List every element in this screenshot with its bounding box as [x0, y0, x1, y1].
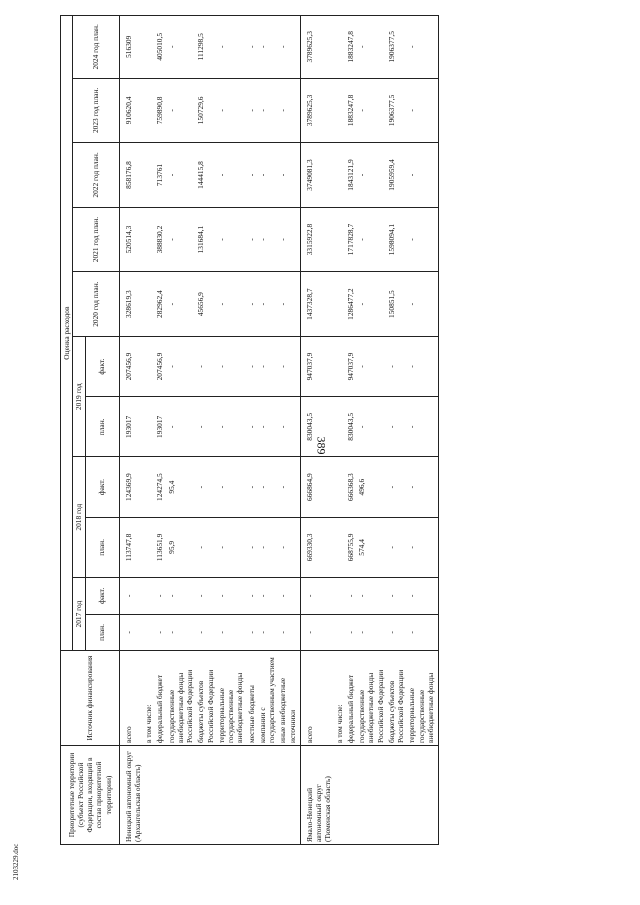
value-cell: 1437328,7	[300, 272, 333, 337]
value-cell: -	[406, 517, 438, 577]
header-2023: 2023 год план.	[73, 78, 119, 143]
value-cell: -	[300, 614, 333, 651]
value-cell: 830043,5	[300, 397, 333, 457]
value-cell: 858176,8	[119, 143, 143, 208]
source-cell: иные внебюджетные источники	[277, 651, 300, 746]
header-territory: Приоритетные территории (субъект Российской Федерации, входящий в состав приоритетной территории)	[61, 745, 120, 844]
value-cell: 1883247,8	[345, 78, 356, 143]
value-cell: -	[246, 78, 257, 143]
value-cell: 95,4	[166, 457, 196, 517]
value-cell	[143, 143, 154, 208]
territory-cell	[406, 745, 438, 844]
header-2019: 2019 год	[73, 336, 85, 457]
value-cell: -	[277, 397, 300, 457]
value-cell: 193017	[119, 397, 143, 457]
value-cell: -	[216, 16, 246, 79]
value-cell: -	[386, 517, 407, 577]
value-cell: -	[386, 457, 407, 517]
value-cell: -	[257, 272, 278, 337]
value-cell: -	[356, 207, 386, 272]
value-cell: -	[345, 578, 356, 615]
territory-cell: Ямало-Ненецкий автономный округ (Тюменская область)	[300, 745, 333, 844]
value-cell: -	[300, 578, 333, 615]
source-cell: государственные внебюджетные фонды Российской Федерации	[166, 651, 196, 746]
header-2021: 2021 год план.	[73, 207, 119, 272]
value-cell: 666864,9	[300, 457, 333, 517]
source-cell: в том числе:	[334, 651, 345, 746]
table-row	[216, 16, 246, 845]
value-cell: -	[356, 143, 386, 208]
territory-cell	[195, 745, 216, 844]
value-cell: -	[406, 16, 438, 79]
territory-cell	[277, 745, 300, 844]
value-cell: 207456,9	[119, 336, 143, 396]
value-cell: -	[257, 336, 278, 396]
value-cell: -	[406, 143, 438, 208]
table-body	[119, 16, 439, 845]
value-cell: -	[386, 336, 407, 396]
table-row	[345, 16, 356, 845]
value-cell: -	[195, 614, 216, 651]
value-cell: 144415,8	[195, 143, 216, 208]
source-cell: федеральный бюджет	[345, 651, 356, 746]
header-2022: 2022 год план.	[73, 143, 119, 208]
value-cell: 328619,3	[119, 272, 143, 337]
header-2018-fact: факт.	[85, 457, 119, 517]
value-cell: -	[406, 207, 438, 272]
value-cell	[143, 457, 154, 517]
value-cell: 1883247,8	[345, 16, 356, 79]
territory-cell	[166, 745, 196, 844]
value-cell: 95,9	[166, 517, 196, 577]
document-code: 2103229.doc	[12, 843, 20, 880]
table-row	[119, 16, 143, 845]
value-cell	[334, 272, 345, 337]
value-cell: -	[246, 578, 257, 615]
table-row	[406, 16, 438, 845]
value-cell: -	[216, 143, 246, 208]
value-cell: -	[166, 78, 196, 143]
value-cell: -	[166, 578, 196, 615]
value-cell: -	[277, 578, 300, 615]
value-cell: -	[216, 457, 246, 517]
value-cell: 111298,5	[195, 16, 216, 79]
territory-cell	[154, 745, 165, 844]
value-cell	[334, 16, 345, 79]
territory-cell	[257, 745, 278, 844]
table-row	[334, 16, 345, 845]
value-cell: -	[257, 614, 278, 651]
value-cell: 388830,2	[154, 207, 165, 272]
source-cell: территориальные государственные внебюджетные фонды	[216, 651, 246, 746]
value-cell: 947037,9	[300, 336, 333, 396]
value-cell: -	[195, 336, 216, 396]
value-cell: -	[216, 614, 246, 651]
source-cell: территориальные государственные внебюджетные фонды	[406, 651, 438, 746]
value-cell: -	[356, 614, 386, 651]
page-number: 389	[314, 436, 329, 455]
header-2017-plan: план.	[85, 614, 119, 651]
value-cell: -	[166, 614, 196, 651]
value-cell: -	[166, 397, 196, 457]
value-cell	[143, 16, 154, 79]
value-cell: 1286477,2	[345, 272, 356, 337]
value-cell: 516309	[119, 16, 143, 79]
table-row	[166, 16, 196, 845]
header-estimate: Оценка расходов	[61, 16, 73, 651]
header-2019-plan: план.	[85, 397, 119, 457]
value-cell: -	[246, 517, 257, 577]
value-cell: -	[356, 578, 386, 615]
value-cell: 669330,3	[300, 517, 333, 577]
territory-cell	[334, 745, 345, 844]
value-cell	[334, 207, 345, 272]
value-cell	[334, 143, 345, 208]
value-cell: 666368,3	[345, 457, 356, 517]
value-cell: 1906377,5	[386, 16, 407, 79]
value-cell: 1906377,5	[386, 78, 407, 143]
rotated-table-container	[60, 15, 580, 845]
value-cell: -	[216, 517, 246, 577]
value-cell: 113747,8	[119, 517, 143, 577]
expenses-table	[60, 15, 439, 845]
value-cell: -	[246, 272, 257, 337]
source-cell: компании с государственным участием	[257, 651, 278, 746]
value-cell: -	[195, 457, 216, 517]
value-cell: -	[154, 614, 165, 651]
value-cell	[334, 457, 345, 517]
table-row	[246, 16, 257, 845]
value-cell	[334, 78, 345, 143]
value-cell	[143, 272, 154, 337]
value-cell: -	[216, 272, 246, 337]
value-cell: -	[406, 272, 438, 337]
value-cell	[143, 578, 154, 615]
value-cell: -	[257, 78, 278, 143]
value-cell: -	[246, 143, 257, 208]
value-cell: -	[277, 517, 300, 577]
value-cell: 1598094,1	[386, 207, 407, 272]
table-row	[195, 16, 216, 845]
source-cell: всего	[119, 651, 143, 746]
value-cell: -	[356, 272, 386, 337]
value-cell: -	[195, 517, 216, 577]
value-cell: -	[277, 143, 300, 208]
value-cell: -	[119, 614, 143, 651]
value-cell: 3749081,3	[300, 143, 333, 208]
value-cell: -	[257, 207, 278, 272]
value-cell: -	[277, 207, 300, 272]
value-cell: -	[386, 614, 407, 651]
value-cell: 713761	[154, 143, 165, 208]
value-cell: -	[166, 207, 196, 272]
source-cell: всего	[300, 651, 333, 746]
value-cell: 131684,1	[195, 207, 216, 272]
territory-cell	[143, 745, 154, 844]
value-cell: -	[246, 397, 257, 457]
value-cell: -	[246, 614, 257, 651]
value-cell: 3789625,3	[300, 16, 333, 79]
value-cell: -	[406, 78, 438, 143]
value-cell: -	[406, 578, 438, 615]
table-row	[300, 16, 333, 845]
value-cell: 910620,4	[119, 78, 143, 143]
value-cell: -	[216, 78, 246, 143]
value-cell: 3315922,8	[300, 207, 333, 272]
value-cell: -	[406, 336, 438, 396]
value-cell	[143, 207, 154, 272]
table-row	[386, 16, 407, 845]
value-cell	[143, 78, 154, 143]
value-cell: -	[166, 336, 196, 396]
value-cell: -	[386, 578, 407, 615]
value-cell: 1717828,7	[345, 207, 356, 272]
territory-cell	[386, 745, 407, 844]
value-cell: -	[195, 397, 216, 457]
value-cell: -	[257, 457, 278, 517]
value-cell: -	[356, 397, 386, 457]
value-cell: -	[277, 336, 300, 396]
territory-cell: Ненецкий автономный округ (Архангельская область)	[119, 745, 143, 844]
value-cell: -	[166, 272, 196, 337]
header-2017: 2017 год	[73, 578, 85, 651]
territory-cell	[216, 745, 246, 844]
value-cell: 150729,6	[195, 78, 216, 143]
value-cell: -	[277, 614, 300, 651]
source-cell: государственные внебюджетные фонды Российской Федерации	[356, 651, 386, 746]
value-cell: -	[216, 336, 246, 396]
value-cell: 1905959,4	[386, 143, 407, 208]
value-cell: -	[257, 517, 278, 577]
value-cell: -	[406, 457, 438, 517]
value-cell	[334, 336, 345, 396]
value-cell: -	[406, 397, 438, 457]
header-source: Источник финансирования	[61, 651, 120, 746]
header-2017-fact: факт.	[85, 578, 119, 615]
value-cell: 520514,3	[119, 207, 143, 272]
value-cell: -	[216, 207, 246, 272]
value-cell: -	[246, 457, 257, 517]
value-cell: -	[257, 16, 278, 79]
value-cell: 496,6	[356, 457, 386, 517]
value-cell: -	[257, 397, 278, 457]
table-row	[143, 16, 154, 845]
value-cell: -	[277, 16, 300, 79]
value-cell: -	[356, 336, 386, 396]
value-cell	[143, 336, 154, 396]
territory-cell	[246, 745, 257, 844]
table-row	[257, 16, 278, 845]
table-row	[154, 16, 165, 845]
value-cell: 113651,9	[154, 517, 165, 577]
value-cell: 830043,5	[345, 397, 356, 457]
value-cell: 574,4	[356, 517, 386, 577]
source-cell: бюджеты субъектов Российской Федерации	[195, 651, 216, 746]
value-cell: 207456,9	[154, 336, 165, 396]
value-cell: 282962,4	[154, 272, 165, 337]
value-cell: -	[356, 16, 386, 79]
value-cell: -	[216, 397, 246, 457]
value-cell: -	[345, 614, 356, 651]
table-row	[277, 16, 300, 845]
territory-cell	[345, 745, 356, 844]
source-cell: федеральный бюджет	[154, 651, 165, 746]
value-cell	[143, 397, 154, 457]
value-cell: 759890,8	[154, 78, 165, 143]
value-cell: -	[195, 578, 216, 615]
value-cell	[334, 578, 345, 615]
source-cell: местные бюджеты	[246, 651, 257, 746]
header-2024: 2024 год план.	[73, 16, 119, 79]
value-cell: 3789625,3	[300, 78, 333, 143]
value-cell: -	[246, 207, 257, 272]
value-cell: -	[406, 614, 438, 651]
value-cell: -	[386, 397, 407, 457]
value-cell: 124274,5	[154, 457, 165, 517]
value-cell: 124369,9	[119, 457, 143, 517]
header-2018-plan: план.	[85, 517, 119, 577]
value-cell: 668755,9	[345, 517, 356, 577]
header-2018: 2018 год	[73, 457, 85, 578]
value-cell: -	[246, 16, 257, 79]
table-row	[356, 16, 386, 845]
value-cell: -	[277, 272, 300, 337]
header-2020: 2020 год план.	[73, 272, 119, 337]
value-cell: -	[257, 578, 278, 615]
value-cell: -	[166, 143, 196, 208]
value-cell: 193017	[154, 397, 165, 457]
value-cell: -	[154, 578, 165, 615]
value-cell	[334, 517, 345, 577]
source-cell: в том числе:	[143, 651, 154, 746]
value-cell: -	[257, 143, 278, 208]
territory-cell	[356, 745, 386, 844]
value-cell: 150851,5	[386, 272, 407, 337]
value-cell: -	[166, 16, 196, 79]
value-cell	[334, 614, 345, 651]
header-2019-fact: факт.	[85, 336, 119, 396]
value-cell	[334, 397, 345, 457]
value-cell: 1843121,9	[345, 143, 356, 208]
value-cell	[143, 614, 154, 651]
value-cell: -	[356, 78, 386, 143]
value-cell: -	[277, 78, 300, 143]
value-cell: 947037,9	[345, 336, 356, 396]
value-cell: 405010,5	[154, 16, 165, 79]
value-cell: -	[246, 336, 257, 396]
value-cell: -	[216, 578, 246, 615]
value-cell: -	[277, 457, 300, 517]
source-cell: бюджеты субъектов Российской Федерации	[386, 651, 407, 746]
value-cell: 45656,9	[195, 272, 216, 337]
value-cell: -	[119, 578, 143, 615]
value-cell	[143, 517, 154, 577]
